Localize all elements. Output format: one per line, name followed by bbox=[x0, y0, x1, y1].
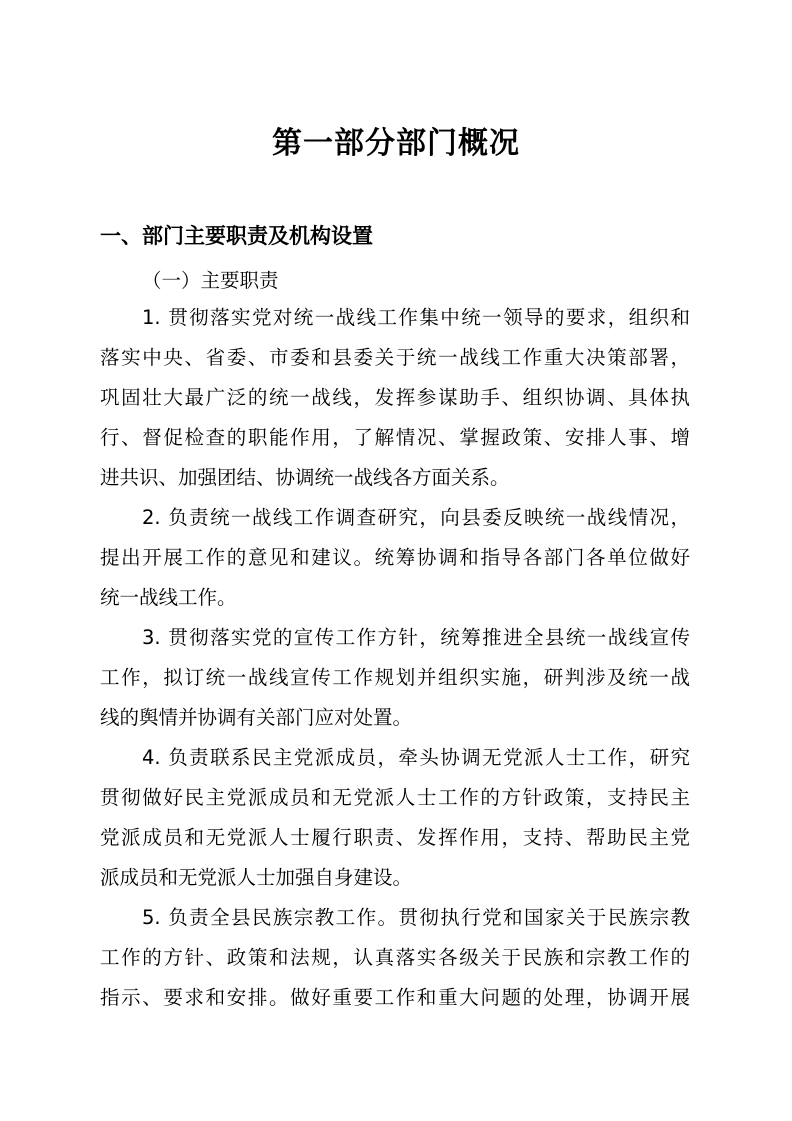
paragraph-line: 进共识、加强团结、协调统一战线各方面关系。 bbox=[100, 466, 510, 489]
paragraph-line: 2. 负责统一战线工作调查研究，向县委反映统一战线情况， bbox=[142, 506, 690, 529]
paragraph-line: 行、督促检查的职能作用，了解情况、掌握政策、安排人事、增 bbox=[100, 426, 690, 449]
paragraph-line: 工作，拟订统一战线宣传工作规划并组织实施，研判涉及统一战 bbox=[100, 666, 690, 689]
paragraph-line: 贯彻做好民主党派成员和无党派人士工作的方针政策，支持民主 bbox=[100, 786, 690, 809]
page-title: 第一部分部门概况 bbox=[272, 126, 520, 161]
paragraph-line: 3. 贯彻落实党的宣传工作方针，统筹推进全县统一战线宣传 bbox=[142, 626, 690, 649]
paragraph-line: 提出开展工作的意见和建议。统筹协调和指导各部门各单位做好 bbox=[100, 546, 690, 569]
paragraph-line: 1. 贯彻落实党对统一战线工作集中统一领导的要求，组织和 bbox=[142, 306, 690, 329]
paragraph-line: 5. 负责全县民族宗教工作。贯彻执行党和国家关于民族宗教 bbox=[142, 906, 690, 929]
section-heading: 一、部门主要职责及机构设置 bbox=[100, 224, 373, 248]
subsection-heading: （一）主要职责 bbox=[142, 269, 279, 292]
paragraph-line: 工作的方针、政策和法规，认真落实各级关于民族和宗教工作的 bbox=[100, 946, 690, 969]
paragraph-line: 党派成员和无党派人士履行职责、发挥作用，支持、帮助民主党 bbox=[100, 826, 690, 849]
paragraph-line: 巩固壮大最广泛的统一战线，发挥参谋助手、组织协调、具体执 bbox=[100, 386, 690, 409]
paragraph-line: 派成员和无党派人士加强自身建设。 bbox=[100, 866, 413, 889]
paragraph-line: 指示、要求和安排。做好重要工作和重大问题的处理，协调开展 bbox=[100, 986, 690, 1009]
paragraph-line: 落实中央、省委、市委和县委关于统一战线工作重大决策部署， bbox=[100, 346, 690, 369]
paragraph-line: 4. 负责联系民主党派成员，牵头协调无党派人士工作，研究 bbox=[142, 746, 690, 769]
paragraph-line: 统一战线工作。 bbox=[100, 586, 237, 609]
paragraph-line: 线的舆情并协调有关部门应对处置。 bbox=[100, 706, 413, 729]
